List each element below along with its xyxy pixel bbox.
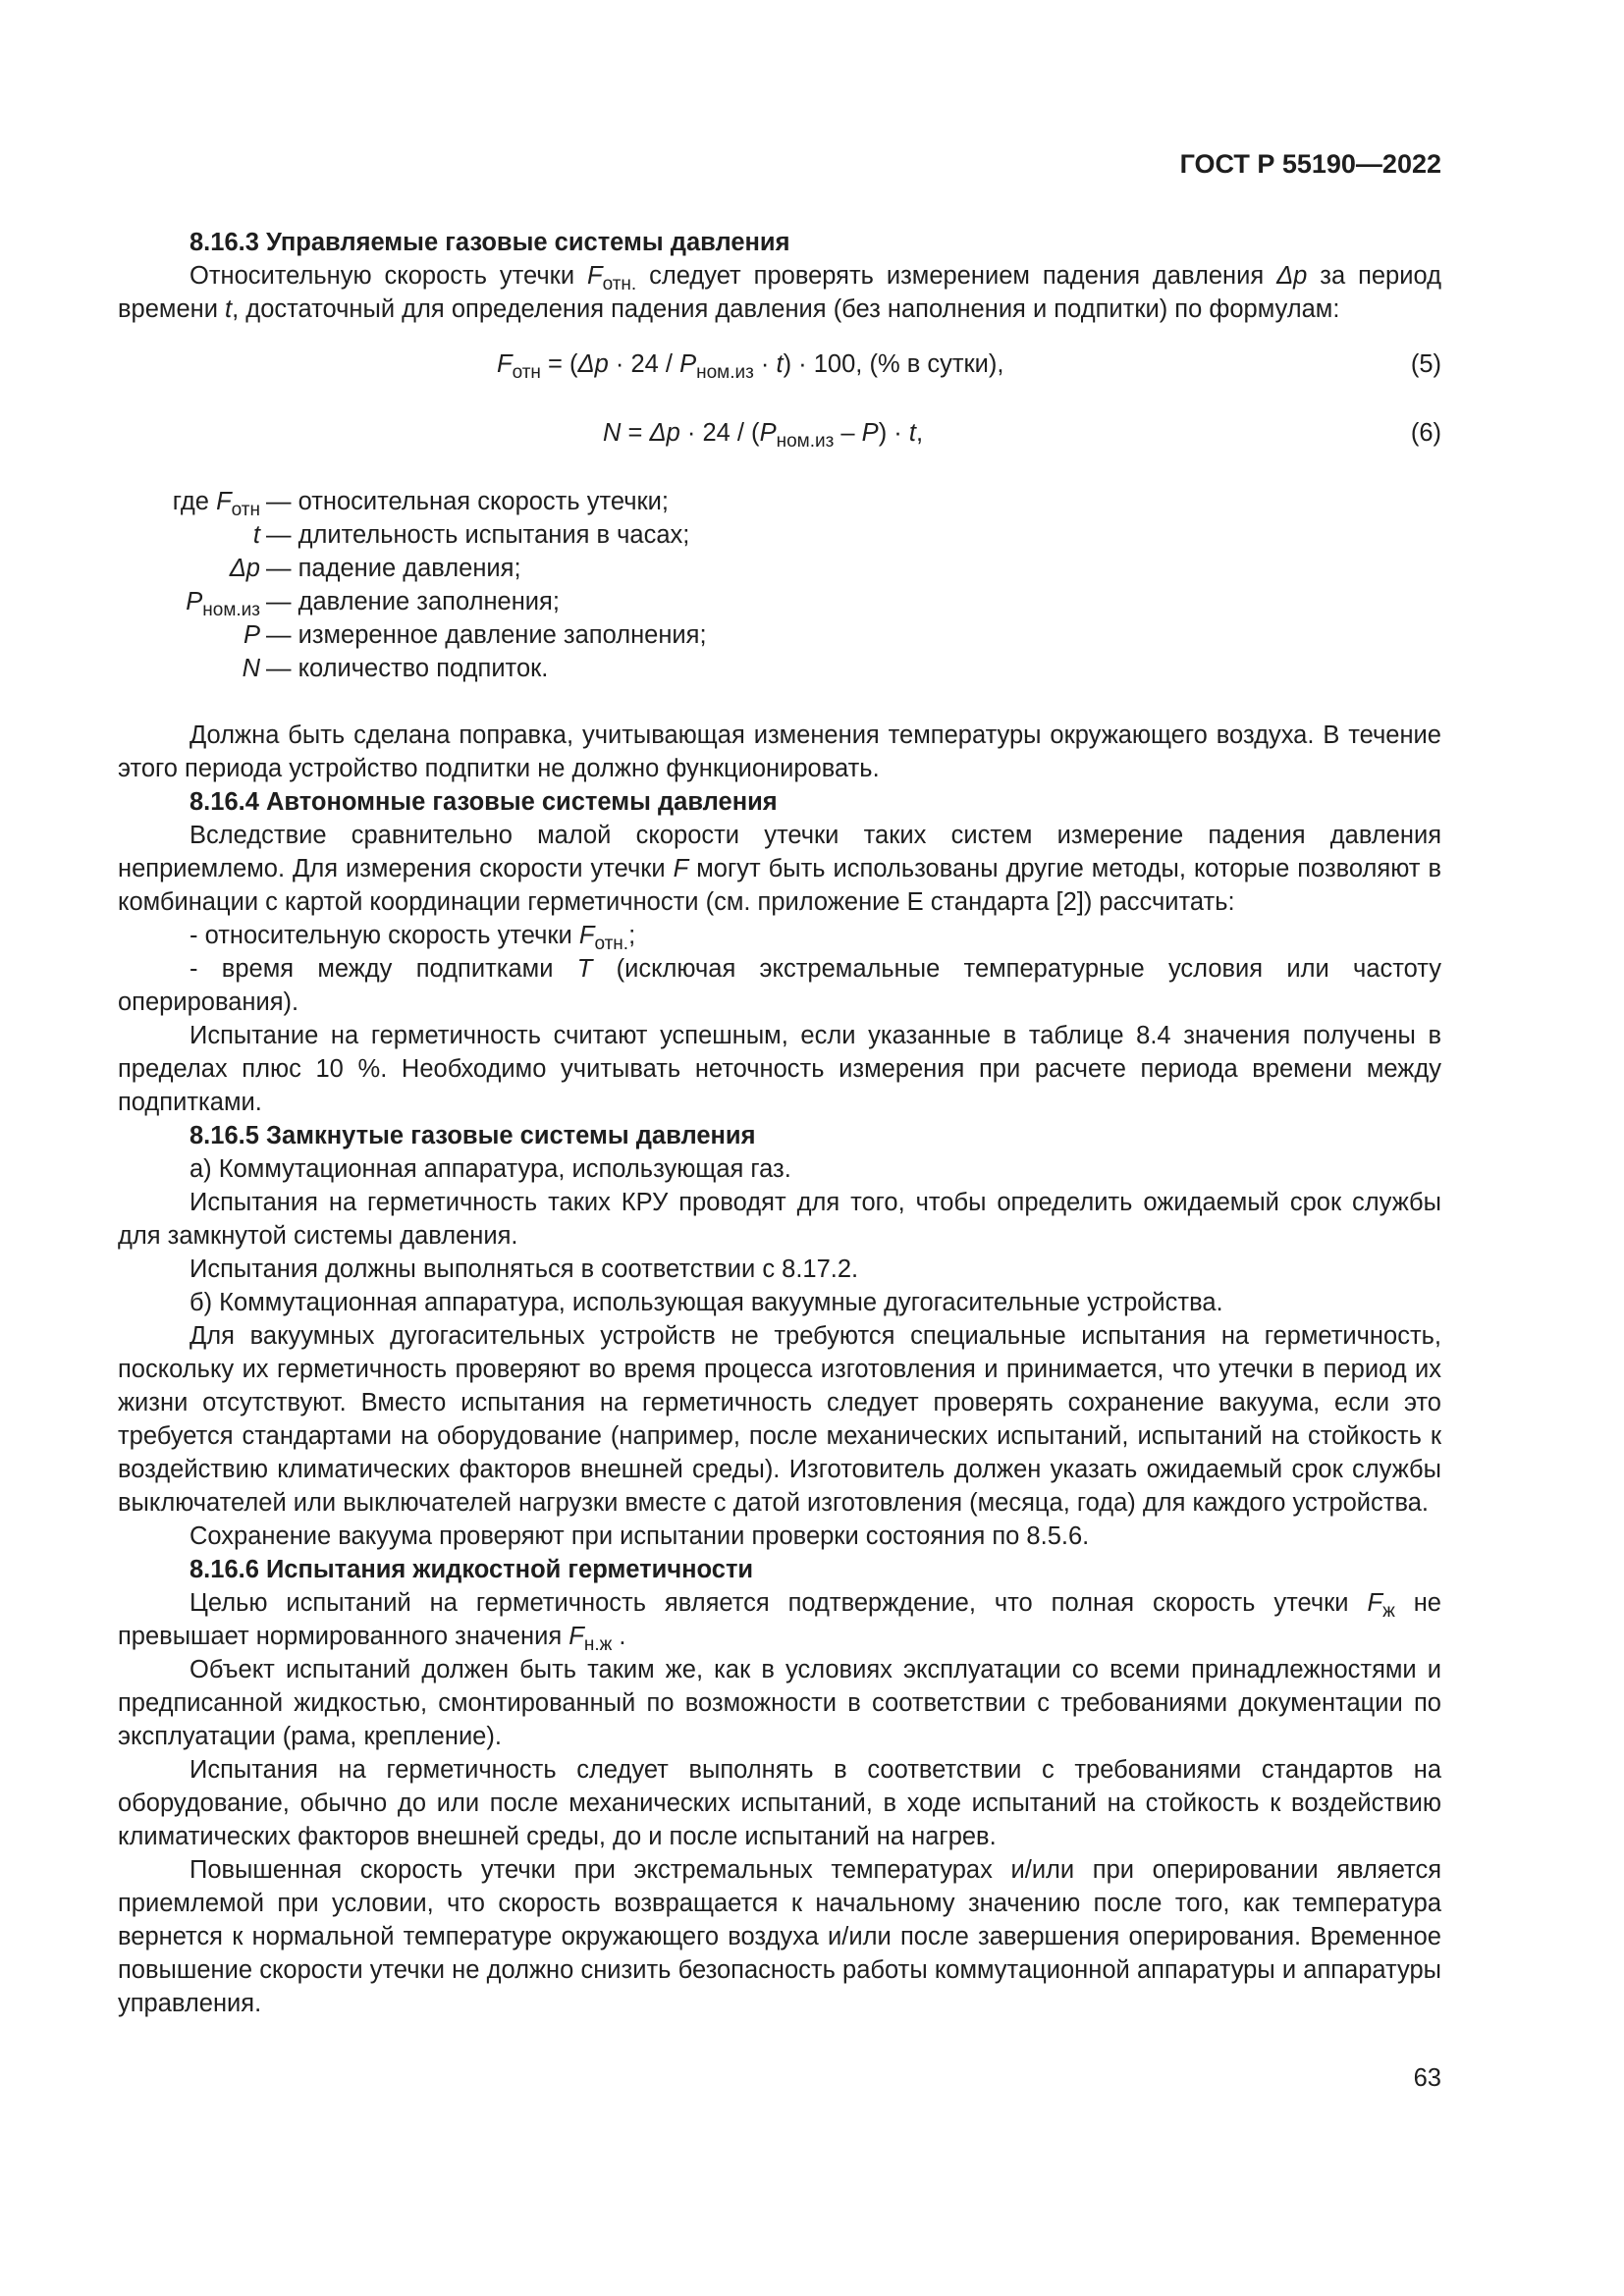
definition-text: — длительность испытания в часах; xyxy=(266,521,690,549)
paragraph-8-16-4-result: Испытание на герметичность считают успешным, если указанные в таблице 8.4 значения получены в пределах плюс 10 %. Необходимо учитывать неточность измерения при расчете периода времени между подпитками. xyxy=(118,1022,1441,1116)
definition-text: — количество подпиток. xyxy=(266,655,549,682)
definition-row xyxy=(118,518,1441,552)
definition-row xyxy=(118,485,1441,518)
paragraph-8-16-6-p3: Испытания на герметичность следует выполнять в соответствии с требованиями стандартов на оборудование, обычно до или после механических испытаний, в ходе испытаний на стойкость к воздействию климатических факторов внешней среды, до и после испытаний на нагрев. xyxy=(118,1756,1441,1850)
definition-symbol: где $F_{отн}$ xyxy=(172,488,260,520)
symbol-definitions xyxy=(118,485,1441,685)
definition-text: — относительная скорость утечки; xyxy=(266,488,669,515)
definition-text: — измеренное давление заполнения; xyxy=(266,621,707,649)
definition-symbol: N xyxy=(242,655,260,682)
definition-symbol: t xyxy=(252,521,260,549)
definition-text: — давление заполнения; xyxy=(266,588,560,615)
definition-symbol: Δp xyxy=(229,555,260,582)
section-title-8-16-3: 8.16.3 Управляемые газовые системы давления xyxy=(189,229,790,256)
list-item: - время между подпитками T (исключая экстремальные температурные условия или частоту оперирования). xyxy=(118,955,1441,1016)
content xyxy=(118,226,1441,2020)
paragraph-8-16-3: Относительную скорость утечки $F_{отн.}$ следует проверять измерением падения давления Δp за период времени t, достаточный для определения падения давления (без наполнения и подпитки) по формулам: xyxy=(118,262,1441,323)
paragraph-8-16-6-p4: Повышенная скорость утечки при экстремальных температурах и/или при оперировании является приемлемой при условии, что скорость возвращается к начальному значению после того, как температура вернется к нормальной температуре окружающего воздуха и/или после завершения оперирования. Временное повышение скорости утечки не должно снизить безопасность работы коммутационной аппаратуры и аппаратуры управления. xyxy=(118,1856,1441,2017)
section-title-8-16-5: 8.16.5 Замкнутые газовые системы давления xyxy=(189,1122,756,1149)
page-number: 63 xyxy=(1413,2064,1441,2092)
formula-6-number: (6) xyxy=(1410,419,1441,447)
section-title-8-16-6: 8.16.6 Испытания жидкостной герметичности xyxy=(189,1556,754,1583)
paragraph-8-16-5-p3: Для вакуумных дугогасительных устройств не требуются специальные испытания на герметичность, поскольку их герметичность проверяют во время процесса изготовления и принимается, что утечки в период их жизни отсутствуют. Вместо испытания на герметичность следует проверять сохранение вакуума, если это требуется стандартами на оборудование (например, после механических испытаний, испытаний на стойкость к воздействию климатических факторов внешней среды). Изготовитель должен указать ожидаемый срок службы выключателей или выключателей нагрузки вместе с датой изготовления (месяца, года) для каждого устройства. xyxy=(118,1322,1441,1517)
definition-symbol: $P_{ном.из}$ xyxy=(186,588,260,620)
formula-6-expression: $N = \Delta p \cdot 24 / (P_{ном.из} - P) \cdot t$, xyxy=(603,419,924,452)
paragraph-8-16-5-p4: Сохранение вакуума проверяют при испытании проверки состояния по 8.5.6. xyxy=(189,1522,1090,1550)
list-item: - относительную скорость утечки $F_{отн.}$; xyxy=(189,922,636,954)
paragraph-8-16-5-p2: Испытания должны выполняться в соответствии с 8.17.2. xyxy=(189,1255,859,1283)
paragraph-8-16-5-p1: Испытания на герметичность таких КРУ проводят для того, чтобы определить ожидаемый срок службы для замкнутой системы давления. xyxy=(118,1189,1441,1250)
spacer xyxy=(118,685,1441,719)
formula-5-expression: $F_{отн} = (\Delta p \cdot 24 / P_{ном.из} \cdot t) \cdot 100$, (% в сутки), xyxy=(497,350,1004,383)
definition-row xyxy=(118,552,1441,585)
section-title-8-16-4: 8.16.4 Автономные газовые системы давления xyxy=(189,788,778,816)
definition-text: — падение давления; xyxy=(266,555,521,582)
formula-5 xyxy=(118,347,1441,381)
paragraph-item-b: б) Коммутационная аппаратура, использующая вакуумные дугогасительные устройства. xyxy=(189,1289,1223,1316)
formula-6 xyxy=(118,416,1441,450)
document-header: ГОСТ Р 55190—2022 xyxy=(1179,149,1441,179)
definition-row xyxy=(118,618,1441,652)
paragraph-8-16-4-intro: Вследствие сравнительно малой скорости утечки таких систем измерение падения давления неприемлемо. Для измерения скорости утечки F могут быть использованы другие методы, которые позволяют в комбинации с картой координации герметичности (см. приложение Е стандарта [2]) рассчитать: xyxy=(118,822,1441,916)
formula-5-number: (5) xyxy=(1410,350,1441,378)
paragraph-correction: Должна быть сделана поправка, учитывающая изменения температуры окружающего воздуха. В течение этого периода устройство подпитки не должно функционировать. xyxy=(118,721,1441,782)
paragraph-8-16-6-p1: Целью испытаний на герметичность является подтверждение, что полная скорость утечки $F_ж$ не превышает нормированного значения $F_{н.ж}$ . xyxy=(118,1589,1441,1655)
paragraph-8-16-6-p2: Объект испытаний должен быть таким же, как в условиях эксплуатации со всеми принадлежностями и предписанной жидкостью, смонтированный по возможности в соответствии с требованиями документации по эксплуатации (рама, крепление). xyxy=(118,1656,1441,1750)
definition-row xyxy=(118,652,1441,685)
definition-symbol: P xyxy=(243,621,260,649)
paragraph-item-a: а) Коммутационная аппаратура, использующая газ. xyxy=(189,1155,791,1183)
definition-row xyxy=(118,585,1441,618)
